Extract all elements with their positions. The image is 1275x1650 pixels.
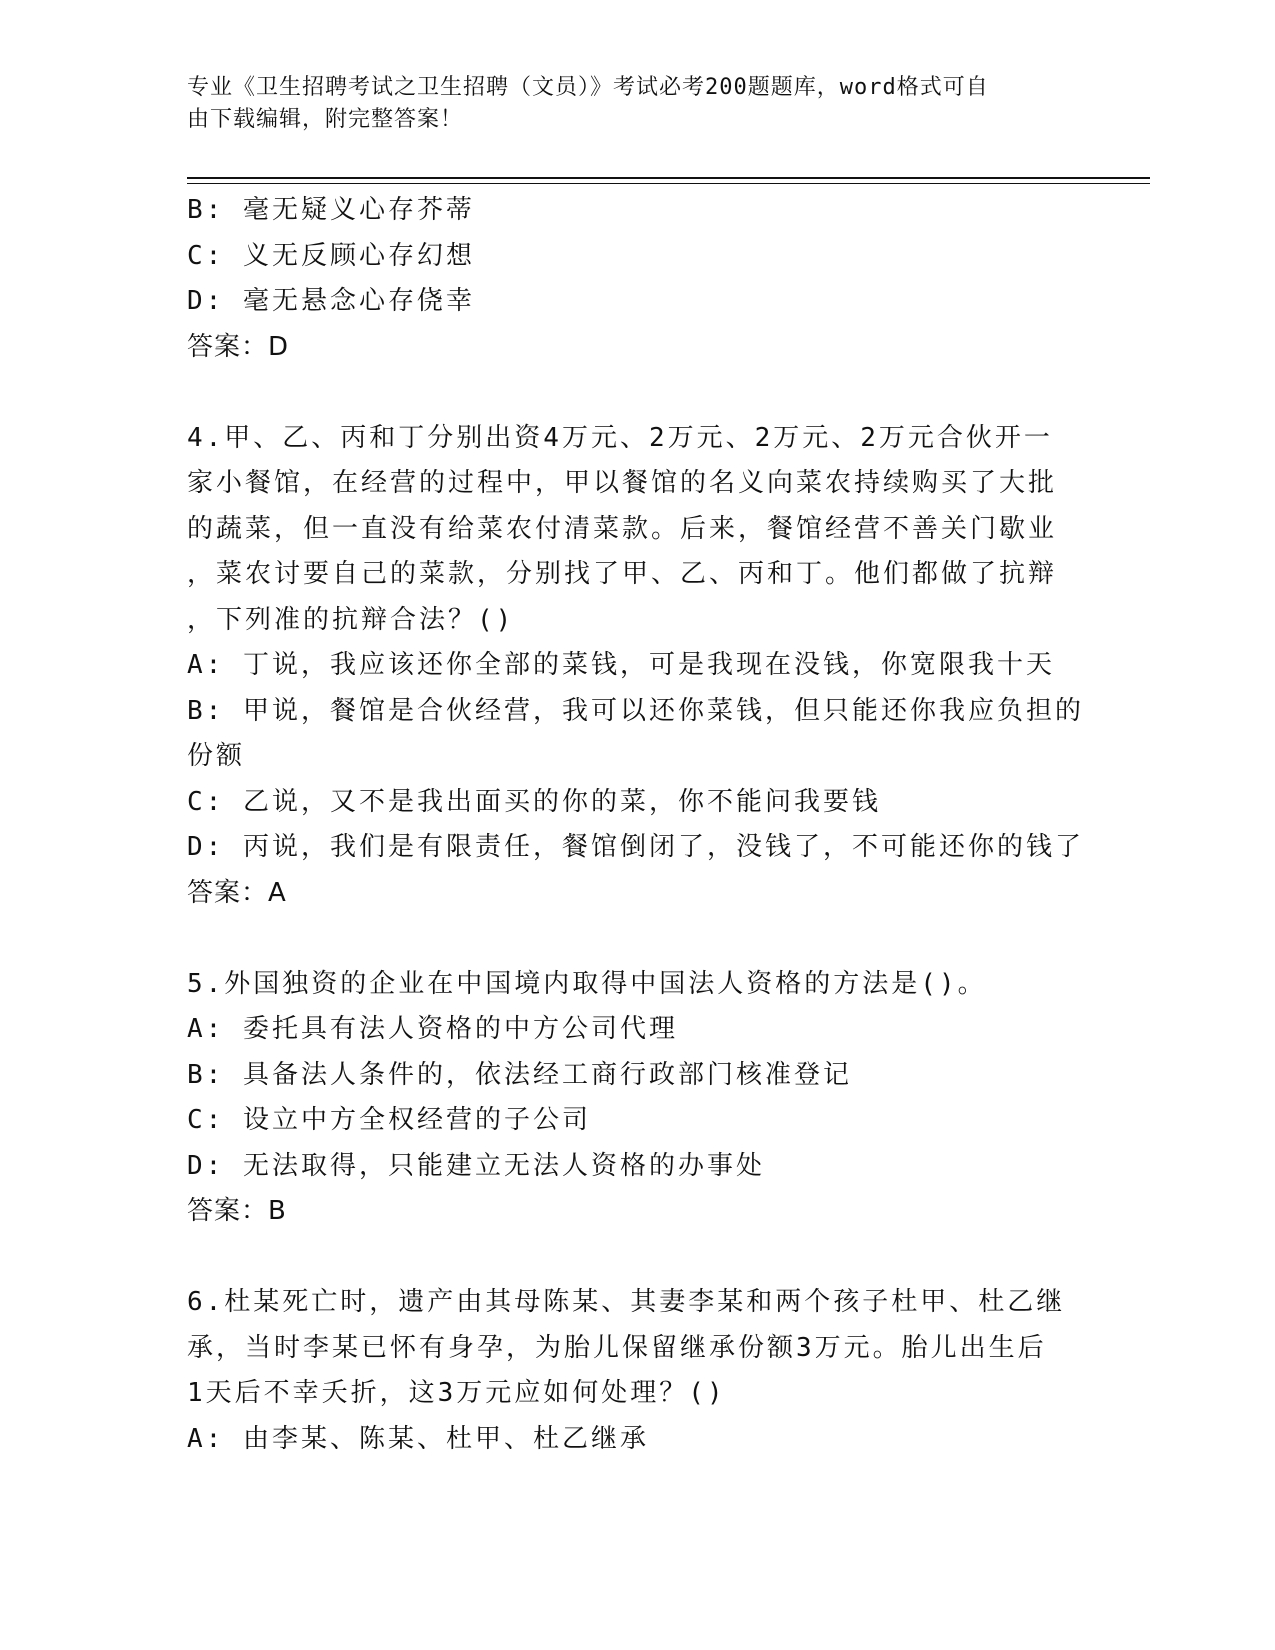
question-stem-line: ，菜农讨要自己的菜款，分别找了甲、乙、丙和丁。他们都做了抗辩 <box>187 559 1058 589</box>
option-c: C: 义无反顾心存幻想 <box>187 240 475 271</box>
header-line-2: 由下载编辑，附完整答案！ <box>187 107 464 132</box>
option-d: D: 无法取得，只能建立无法人资格的办事处 <box>187 1150 765 1181</box>
option-c: C: 设立中方全权经营的子公司 <box>187 1105 591 1135</box>
question-5 <box>187 962 1107 1235</box>
option-b-continued: 份额 <box>187 741 246 771</box>
option-d: D: 毫无悬念心存侥幸 <box>187 286 475 316</box>
answer: 答案：D <box>187 331 290 362</box>
question-4 <box>187 416 1107 917</box>
header-line-1: 专业《卫生招聘考试之卫生招聘（文员）》考试必考200题题库，word格式可自 <box>187 75 989 100</box>
option-a: A: 由李某、陈某、杜甲、杜乙继承 <box>187 1423 649 1454</box>
question-6 <box>187 1280 1107 1462</box>
question-stem-line: 5.外国独资的企业在中国境内取得中国法人资格的方法是()。 <box>187 968 987 999</box>
question-stem-line: 承，当时李某已怀有身孕，为胎儿保留继承份额3万元。胎儿出生后 <box>187 1332 1047 1363</box>
question-stem-line: 家小餐馆，在经营的过程中，甲以餐馆的名义向菜农持续购买了大批 <box>187 468 1058 498</box>
option-a: A: 丁说，我应该还你全部的菜钱，可是我现在没钱，你宽限我十天 <box>187 650 1055 680</box>
header-rule-thick <box>187 177 1150 179</box>
option-c: C: 乙说，又不是我出面买的你的菜，你不能问我要钱 <box>187 786 881 817</box>
question-stem-line: ，下列准的抗辩合法？() <box>187 604 515 635</box>
question-stem-line: 6.杜某死亡时，遗产由其母陈某、其妻李某和两个孩子杜甲、杜乙继 <box>187 1287 1066 1317</box>
option-b: B: 毫无疑义心存芥蒂 <box>187 195 475 225</box>
question-stem-line: 1天后不幸夭折，这3万元应如何处理？() <box>187 1378 726 1408</box>
question-content <box>187 188 1107 1462</box>
answer: 答案：B <box>187 1196 287 1226</box>
spacer <box>187 916 1107 962</box>
spacer <box>187 370 1107 416</box>
option-a: A: 委托具有法人资格的中方公司代理 <box>187 1014 678 1044</box>
spacer <box>187 1235 1107 1281</box>
document-header <box>187 72 1067 136</box>
option-d: D: 丙说，我们是有限责任，餐馆倒闭了，没钱了，不可能还你的钱了 <box>187 832 1084 862</box>
question-stem-line: 4.甲、乙、丙和丁分别出资4万元、2万元、2万元、2万元合伙开一 <box>187 422 1053 453</box>
answer: 答案：A <box>187 877 287 908</box>
question-stem-line: 的蔬菜，但一直没有给菜农付清菜款。后来，餐馆经营不善关门歇业 <box>187 513 1058 544</box>
question-3 <box>187 188 1107 370</box>
header-rule-thin <box>187 183 1150 184</box>
option-b: B: 甲说，餐馆是合伙经营，我可以还你菜钱，但只能还你我应负担的 <box>187 695 1084 726</box>
option-b: B: 具备法人条件的，依法经工商行政部门核准登记 <box>187 1059 852 1090</box>
